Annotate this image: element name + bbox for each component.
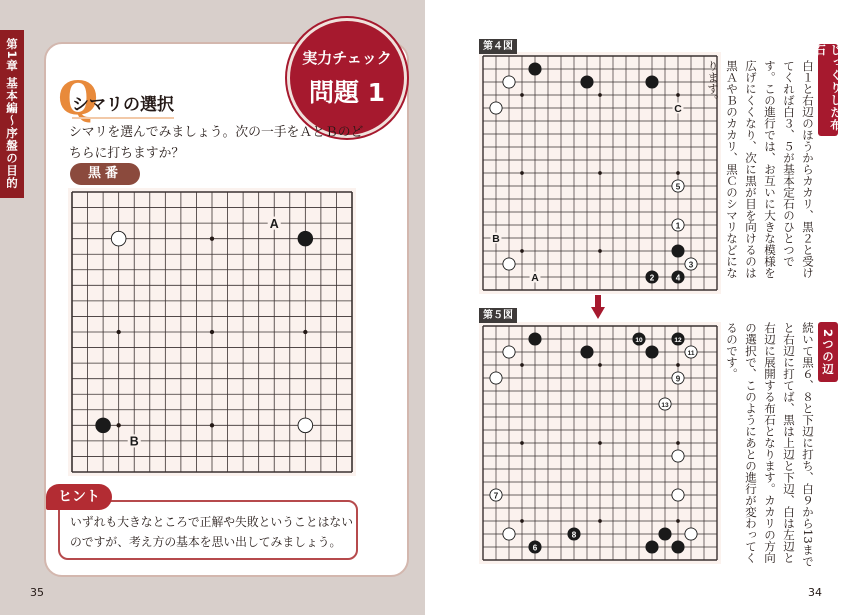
white-stone: [672, 489, 684, 501]
black-stone: [529, 333, 541, 345]
problem-question: シマリを選んでみましょう。次の一手をＡとＢのどちらに打ちますか？: [69, 125, 364, 161]
chapter-tab: 第1章 基本編～序盤の目的: [0, 30, 24, 198]
star-point: [676, 441, 680, 445]
star-point: [520, 93, 524, 97]
move-number: 2: [649, 273, 655, 283]
black-stone: [646, 346, 658, 358]
star-point: [210, 330, 214, 334]
move-number: 5: [675, 182, 681, 192]
black-stone: [659, 528, 671, 540]
star-point: [303, 330, 307, 334]
star-point: [676, 519, 680, 523]
heading-calm-opening: じっくりした布石: [818, 44, 838, 136]
black-stone: [581, 346, 593, 358]
black-stone: [646, 76, 658, 88]
problem-badge: [287, 18, 407, 138]
move-number: 8: [571, 530, 577, 540]
page-number-left: 35: [30, 586, 44, 599]
move-number: 13: [661, 402, 669, 409]
star-point: [676, 171, 680, 175]
board-label: A: [531, 272, 539, 284]
move-number: 7: [493, 491, 499, 501]
star-point: [676, 363, 680, 367]
paragraph-two-sides: 続いて黒６、８と下辺に打ち、白９から13までと右辺に打てば、黒は上辺と下辺、白は左辺と右辺に展開する布石となります。カカリの方向の選択で、このようにあとの進行が変わってくるのです。: [725, 322, 815, 567]
board-label: C: [674, 103, 682, 115]
page-number-right: 34: [808, 586, 822, 599]
white-stone: [503, 76, 515, 88]
move-number: 9: [675, 374, 681, 384]
star-point: [210, 423, 214, 427]
move-number: 10: [635, 337, 643, 344]
move-number: 6: [532, 543, 538, 553]
move-number: 1: [675, 221, 681, 231]
star-point: [598, 363, 602, 367]
white-stone: [490, 372, 502, 384]
move-number: 4: [675, 273, 681, 283]
black-stone: [646, 541, 658, 553]
turn-label: 黒番: [70, 163, 140, 185]
star-point: [210, 236, 214, 240]
figure-4-label: 第４図: [479, 39, 517, 54]
move-number: 12: [674, 337, 682, 344]
move-number: 11: [687, 350, 695, 357]
board-label: B: [129, 434, 139, 449]
paragraph-calm-opening: 白１と右辺のほうからカカリ、黒２と受けてくれば白３、５が基本定石のひとつです。この進行では、お互いに大きな模様を広げにくくなり、次に黒が目を向けるのは黒ＡやＢのカカリ、黒Ｃのシマリなどになります。: [706, 60, 815, 279]
hint-text: いずれも大きなところで正解や失敗ということはないのですが、考え方の基本を思い出してみましょう。: [70, 515, 354, 549]
q-mark-icon: Q: [58, 71, 99, 125]
board-label: B: [492, 233, 500, 245]
down-arrow-icon: [591, 295, 605, 319]
badge-title: 実力チェック: [302, 49, 392, 67]
white-stone: [503, 258, 515, 270]
black-stone: [672, 541, 684, 553]
white-stone: [672, 450, 684, 462]
black-stone: [672, 245, 684, 257]
hint-label: ヒント: [46, 484, 112, 510]
star-point: [116, 423, 120, 427]
star-point: [598, 249, 602, 253]
move-number: 3: [688, 260, 694, 270]
problem-board: [68, 188, 360, 476]
problem-title: シマリの選択: [72, 90, 174, 119]
black-stone: [529, 63, 541, 75]
star-point: [520, 363, 524, 367]
board-label: A: [269, 216, 279, 231]
star-point: [598, 171, 602, 175]
star-point: [520, 441, 524, 445]
figure-4-board: [479, 52, 721, 294]
white-stone: [490, 102, 502, 114]
figure-5-board: [479, 322, 721, 564]
figure-5-label: 第５図: [479, 308, 517, 323]
star-point: [520, 171, 524, 175]
white-stone: [503, 346, 515, 358]
star-point: [116, 330, 120, 334]
star-point: [520, 519, 524, 523]
star-point: [520, 249, 524, 253]
white-stone: [503, 528, 515, 540]
white-stone: [111, 231, 126, 246]
black-stone: [96, 418, 111, 433]
black-stone: [581, 76, 593, 88]
white-stone: [298, 418, 313, 433]
black-stone: [298, 231, 313, 246]
badge-number: 問題 1: [308, 78, 386, 107]
star-point: [598, 441, 602, 445]
white-stone: [685, 528, 697, 540]
star-point: [598, 519, 602, 523]
star-point: [598, 93, 602, 97]
heading-two-sides: 2つの辺: [818, 322, 838, 382]
star-point: [676, 93, 680, 97]
